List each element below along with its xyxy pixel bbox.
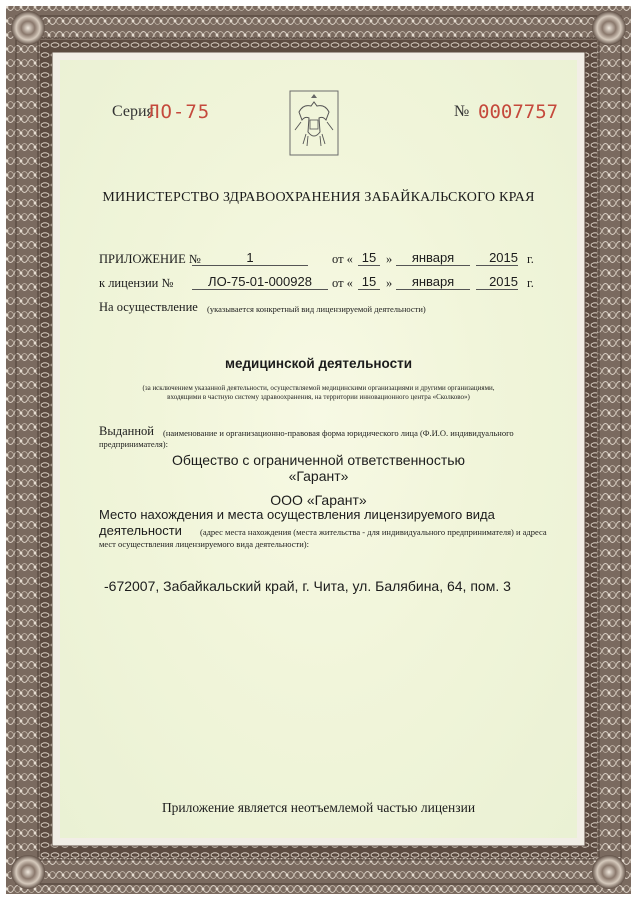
location-heading-line1: Место нахождения и места осуществления лицензируемого вида [99,507,495,522]
coat-of-arms-icon [289,90,339,156]
activity-value: медицинской деятельности [224,356,413,371]
license-month: января [396,274,470,290]
appendix-number: 1 [192,250,308,266]
series-value: ЛО-75 [148,101,211,123]
appendix-close-quote: » [386,252,393,266]
license-year: 2015 [476,274,518,290]
activity-note [60,384,577,402]
ministry-title: МИНИСТЕРСТВО ЗДРАВООХРАНЕНИЯ ЗАБАЙКАЛЬСКОГО КРАЯ [102,190,535,205]
location-heading-line2: деятельности [99,523,182,538]
location-hint-line2: мест осуществления лицензируемого вида деятельности): [99,539,309,549]
document-background [60,60,577,838]
appendix-month: января [396,250,470,266]
activity-hint: (указывается конкретный вид лицензируемой деятельности) [207,304,426,314]
license-date-from: от « [332,276,353,290]
issued-label: Выданной [99,424,154,438]
address-value: -672007, Забайкальский край, г. Чита, ул. Балябина, 64, пом. 3 [104,578,511,594]
location-hint-line1: (адрес места нахождения (места жительства - для индивидуального предпринимателя) и адреса [200,527,547,537]
issued-hint-line2: предпринимателя): [99,439,168,449]
appendix-label: ПРИЛОЖЕНИЕ № [99,252,201,266]
activity-note-line2: входящими в частную систему здравоохранения, на территории инновационного центра «Сколково») [167,393,470,401]
footer-note: Приложение является неотъемлемой частью лицензии [161,800,476,815]
number-label: № [454,103,470,120]
license-year-suffix: г. [527,276,534,290]
organization-name-line1: Общество с ограниченной ответственностью [171,452,466,468]
organization-name-line2: «Гарант» [288,468,349,484]
series-label: Серия [112,103,154,120]
license-close-quote: » [386,276,393,290]
appendix-date-from: от « [332,252,353,266]
number-value: 0007757 [478,101,559,123]
appendix-year-suffix: г. [527,252,534,266]
license-label: к лицензии № [99,276,174,290]
license-number: ЛО-75-01-000928 [192,274,328,290]
organization-short-name: ООО «Гарант» [270,492,367,508]
activity-note-line1: (за исключением указанной деятельности, осуществляемой медицинскими организациями и другими организациями, [142,384,495,392]
activity-label: На осуществление [99,300,198,314]
issued-hint-line1: (наименование и организационно-правовая форма юридического лица (Ф.И.О. индивидуального [163,428,514,438]
organization-name [60,452,577,484]
appendix-day: 15 [358,250,380,266]
appendix-year: 2015 [476,250,518,266]
license-day: 15 [358,274,380,290]
